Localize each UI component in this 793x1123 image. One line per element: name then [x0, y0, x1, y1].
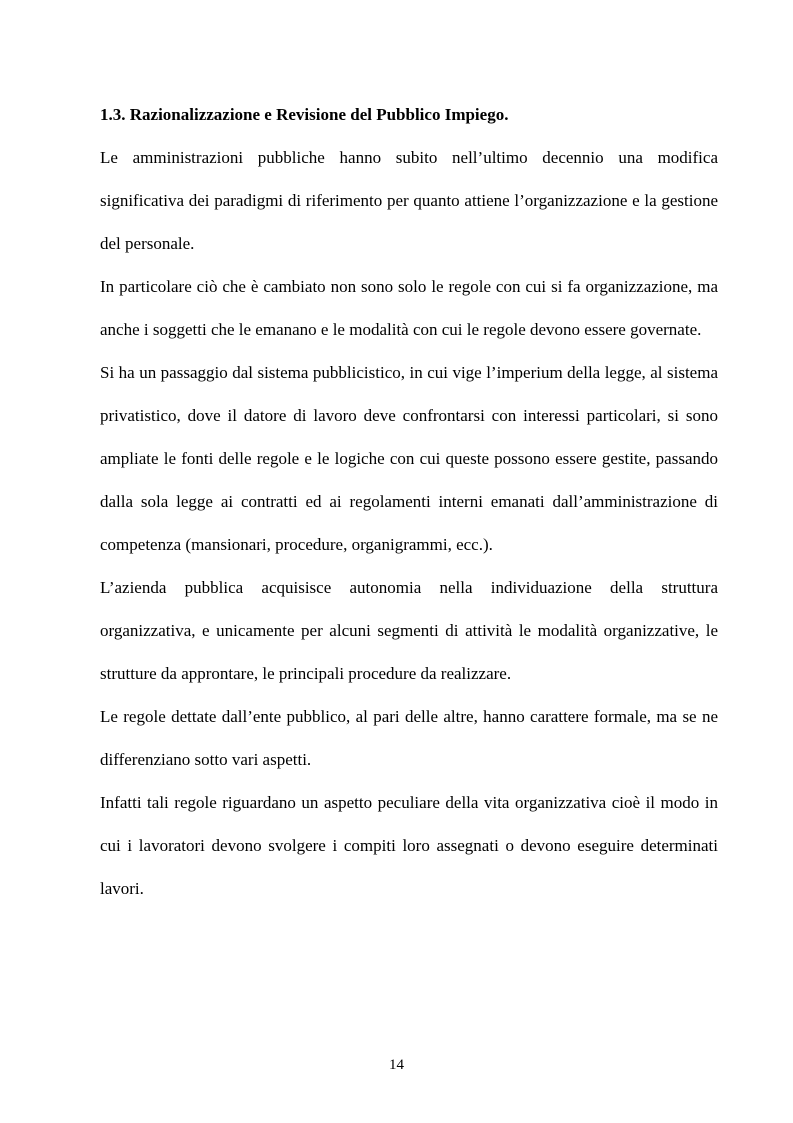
paragraph-2: In particolare ciò che è cambiato non sono solo le regole con cui si fa organizzazione, ma anche i soggetti che le emanano e le modalità con cui le regole devono essere governate.: [100, 277, 718, 339]
paragraph-3: Si ha un passaggio dal sistema pubblicistico, in cui vige l’imperium della legge, al sistema privatistico, dove il datore di lavoro deve confrontarsi con interessi particolari, si sono ampliate le fonti delle regole e le logiche con cui queste possono essere gestite, passando dalla sola legge ai contratti ed ai regolamenti interni emanati dall’amministrazione di competenza (mansionari, procedure, organigrammi, ecc.).: [100, 363, 718, 554]
paragraph-4: L’azienda pubblica acquisisce autonomia nella individuazione della struttura organizzativa, e unicamente per alcuni segmenti di attività le modalità organizzative, le strutture da approntare, le principali procedure da realizzare.: [100, 578, 718, 683]
paragraph-1: Le amministrazioni pubbliche hanno subito nell’ultimo decennio una modifica significativa dei paradigmi di riferimento per quanto attiene l’organizzazione e la gestione del personale.: [100, 148, 718, 253]
paragraph-5: Le regole dettate dall’ente pubblico, al pari delle altre, hanno carattere formale, ma se ne differenziano sotto vari aspetti.: [100, 707, 718, 769]
page-number: 14: [389, 1057, 404, 1073]
section-heading: 1.3. Razionalizzazione e Revisione del Pubblico Impiego.: [100, 105, 509, 124]
paragraph-6: Infatti tali regole riguardano un aspetto peculiare della vita organizzativa cioè il modo in cui i lavoratori devono svolgere i compiti loro assegnati o devono eseguire determinati lavori.: [100, 793, 718, 898]
document-body: [100, 93, 718, 910]
